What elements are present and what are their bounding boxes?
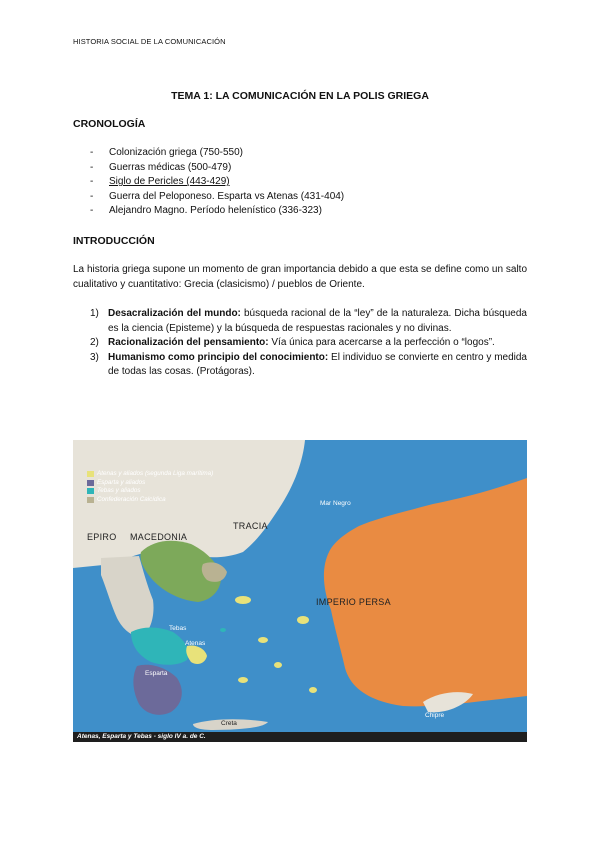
legend-item: Confederación Calcídica [87,496,213,505]
introduccion-heading: INTRODUCCIÓN [73,235,155,247]
label-atenas: Atenas [185,640,206,647]
chronology-item: - Guerras médicas (500-479) [90,161,344,176]
label-creta: Creta [221,720,237,727]
legend-item: Esparta y aliados [87,479,213,488]
legend-swatch [87,471,94,477]
cronologia-heading: CRONOLOGÍA [73,118,146,130]
label-macedonia: MACEDONIA [130,532,188,542]
legend-swatch [87,488,94,494]
document-title: TEMA 1: LA COMUNICACIÓN EN LA POLIS GRIEGA [171,90,429,102]
label-mar-negro: Mar Negro [320,500,351,507]
label-tracia: TRACIA [233,521,268,531]
chronology-item: - Colonización griega (750-550) [90,146,344,161]
intro-paragraph: La historia griega supone un momento de gran importancia debido a que esta se define como un salto cualitativo y cuantitativo: Grecia (clasicismo) / pueblos de Oriente. [73,264,527,290]
principles-list [90,307,527,380]
label-chipre: Chipre [425,712,445,719]
historical-map [73,440,527,742]
legend-swatch [87,480,94,486]
label-tebas: Tebas [169,625,187,632]
label-esparta: Esparta [145,670,168,677]
legend-swatch [87,497,94,503]
legend-item: Atenas y aliados (segunda Liga marítima) [87,470,213,479]
principle-item: 3) Humanismo como principio del conocimiento: El individuo se convierte en centro y medida de todas las cosas. (Protágoras). [90,351,527,378]
chronology-list [90,146,344,219]
chronology-item-link[interactable]: - Siglo de Pericles (443-429) [90,175,344,190]
label-epiro: EPIRO [87,532,117,542]
chronology-item: - Alejandro Magno. Período helenístico (336-323) [90,204,344,219]
map-caption: Atenas, Esparta y Tebas - siglo IV a. de C. [73,732,527,742]
principle-item: 2) Racionalización del pensamiento: Vía única para acercarse a la perfección o “logos”. [90,337,495,349]
map-legend [87,470,213,505]
principle-item: 1) Desacralización del mundo: búsqueda racional de la “ley” de la naturaleza. Dicha búsqueda es la ciencia (Episteme) y la búsqueda de respuestas racionales y no divinas. [90,308,527,334]
chronology-item: - Guerra del Peloponeso. Esparta vs Atenas (431-404) [90,190,344,205]
label-imperio-persa: IMPERIO PERSA [316,597,391,607]
legend-item: Tebas y aliados [87,487,213,496]
running-header: HISTORIA SOCIAL DE LA COMUNICACIÓN [73,37,226,46]
